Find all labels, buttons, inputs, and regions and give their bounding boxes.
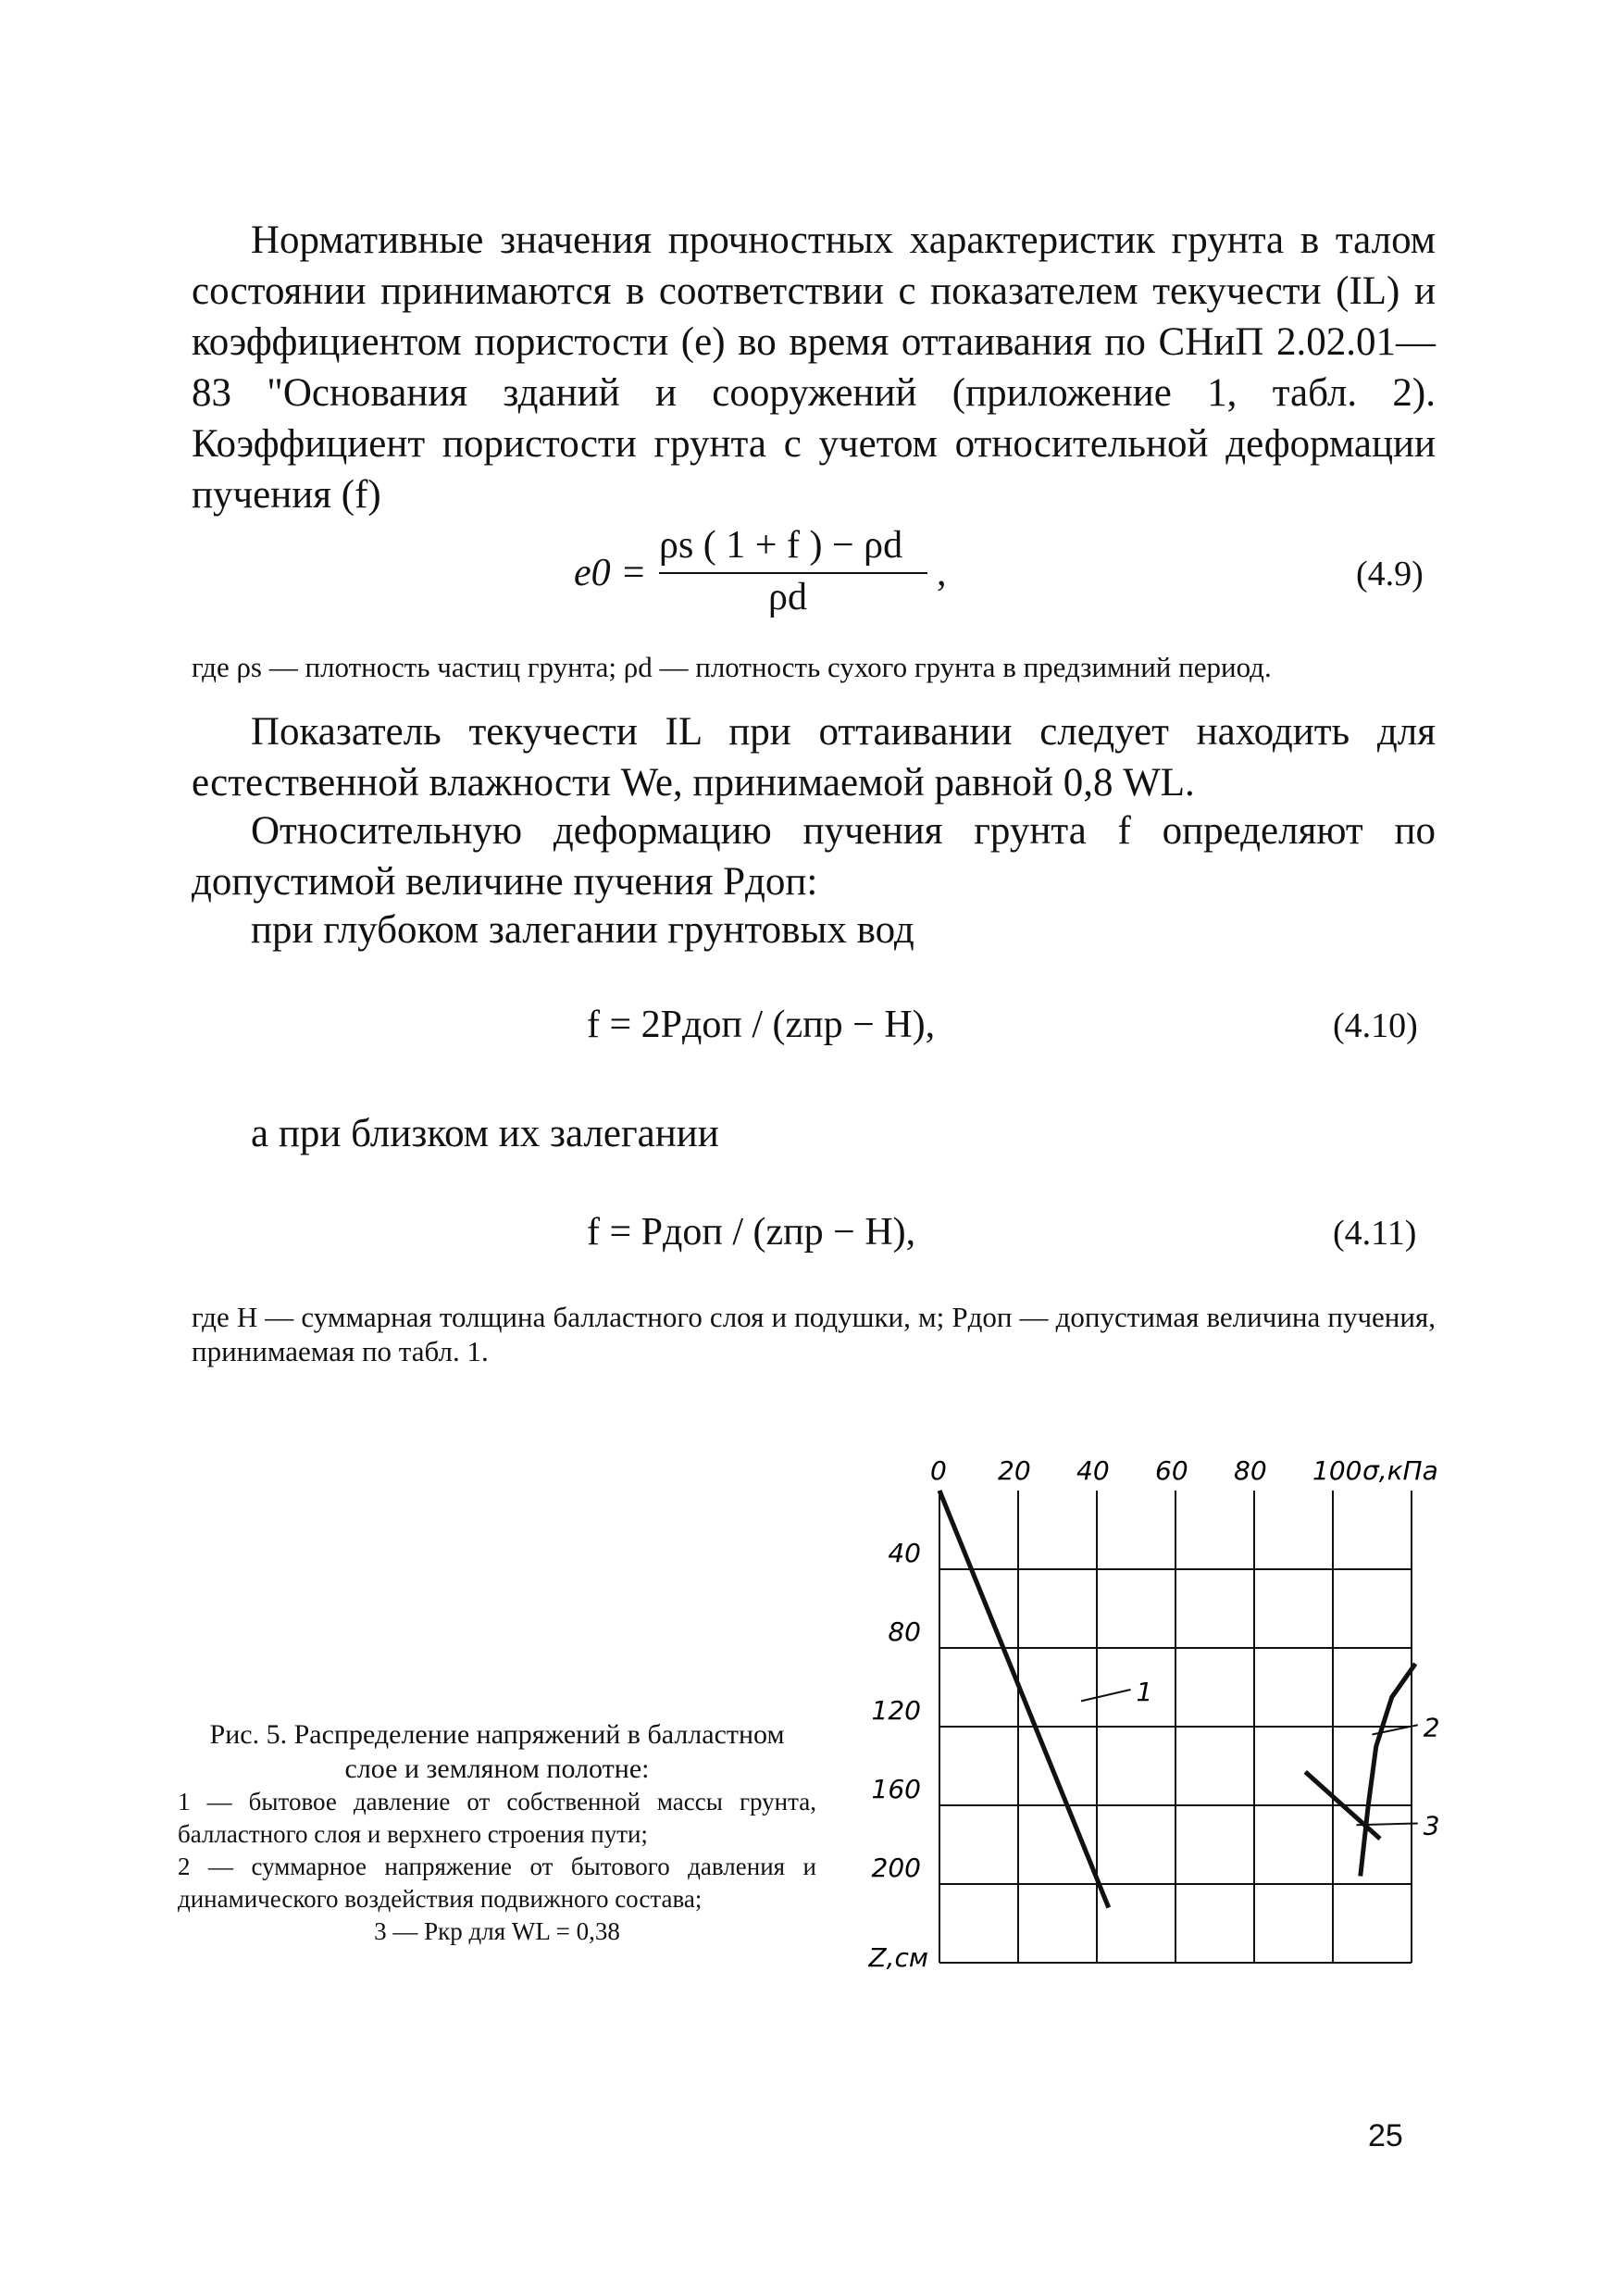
x-tick-label: 80 [1234, 1455, 1267, 1486]
formula-4-9-comma: , [937, 552, 947, 594]
figure-caption-title: Рис. 5. Распределение напряжений в балластном слое и земляном полотне: [209, 1719, 785, 1784]
note-h-definition: где H — суммарная толщина балластного слоя и подушки, м; Pдоп — допустимая величина пучения, принимаемая по табл. 1. [192, 1301, 1436, 1367]
x-tick-label: 60 [1155, 1455, 1188, 1486]
y-tick-label: 160 [871, 1774, 921, 1804]
paragraph-heave-deformation: Относительную деформацию пучения грунта f определяют по допустимой величине пучения Pдоп: [192, 809, 1436, 904]
stress-distribution-chart [861, 1444, 1440, 1981]
formula-4-9-denominator: ρd [768, 576, 807, 618]
x-axis-label: σ,кПа [1362, 1455, 1438, 1486]
y-tick-label: 80 [888, 1616, 921, 1647]
y-axis-label: Z,см [868, 1942, 928, 1973]
formula-4-10: f = 2Pдоп / (zпр − H), [587, 1004, 936, 1046]
y-tick-label: 200 [871, 1853, 921, 1883]
paragraph-deep-groundwater: при глубоком залегании грунтовых вод [251, 908, 914, 952]
equation-number-4-10: (4.10) [1333, 1006, 1418, 1045]
x-tick-label: 100 [1312, 1455, 1362, 1486]
series-line-2 [1361, 1664, 1416, 1877]
series-label-2: 2 [1423, 1712, 1440, 1743]
paragraph-strength-characteristics: Нормативные значения прочностных характеристик грунта в талом состоянии принимаются в соответствии с показателем текучести (IL) и коэффициентом пористости (e) во время оттаивания по СНиП 2.02.01—83 "Основания зданий и сооружений (приложение 1, табл. 2). Коэффициент пористости грунта с учетом относительной деформации пучения (f) [192, 218, 1436, 517]
formula-4-11: f = Pдоп / (zпр − H), [587, 1211, 916, 1254]
y-tick-label: 120 [871, 1695, 921, 1726]
equation-number-4-9: (4.9) [1356, 555, 1424, 593]
figure-caption-item-2: 2 — суммарное напряжение от бытового давления и динамического воздействия подвижного состава; [178, 1853, 816, 1913]
x-tick-label: 40 [1076, 1455, 1110, 1486]
fraction-bar [659, 572, 927, 574]
series-label-1: 1 [1136, 1677, 1153, 1707]
formula-4-9-lhs: e0 = [574, 552, 647, 594]
formula-4-9 [574, 523, 947, 625]
paragraph-liquidity-index: Показатель текучести IL при оттаивании следует находить для естественной влажности We, принимаемой равной 0,8 WL. [192, 710, 1436, 805]
series-label-leader-1 [1081, 1690, 1131, 1701]
paragraph-shallow-groundwater: а при близком их залегании [251, 1112, 719, 1155]
figure-caption-item-3: 3 — Pкр для WL = 0,38 [374, 1917, 620, 1945]
formula-4-9-numerator: ρs ( 1 + f ) − ρd [659, 524, 903, 567]
figure-caption-item-1: 1 — бытовое давление от собственной массы грунта, балластного слоя и верхнего строения пути; [178, 1788, 816, 1848]
y-tick-label: 40 [888, 1538, 921, 1568]
note-density-definitions: где ρs — плотность частиц грунта; ρd — плотность сухого грунта в предзимний период. [192, 651, 1272, 683]
x-tick-label: 0 [930, 1455, 947, 1486]
page-number: 25 [1368, 2118, 1403, 2153]
equation-number-4-11: (4.11) [1333, 1214, 1417, 1253]
figure-caption [178, 1717, 816, 1948]
series-line-1 [939, 1491, 1109, 1908]
series-label-3: 3 [1423, 1810, 1440, 1841]
x-tick-label: 20 [998, 1455, 1031, 1486]
